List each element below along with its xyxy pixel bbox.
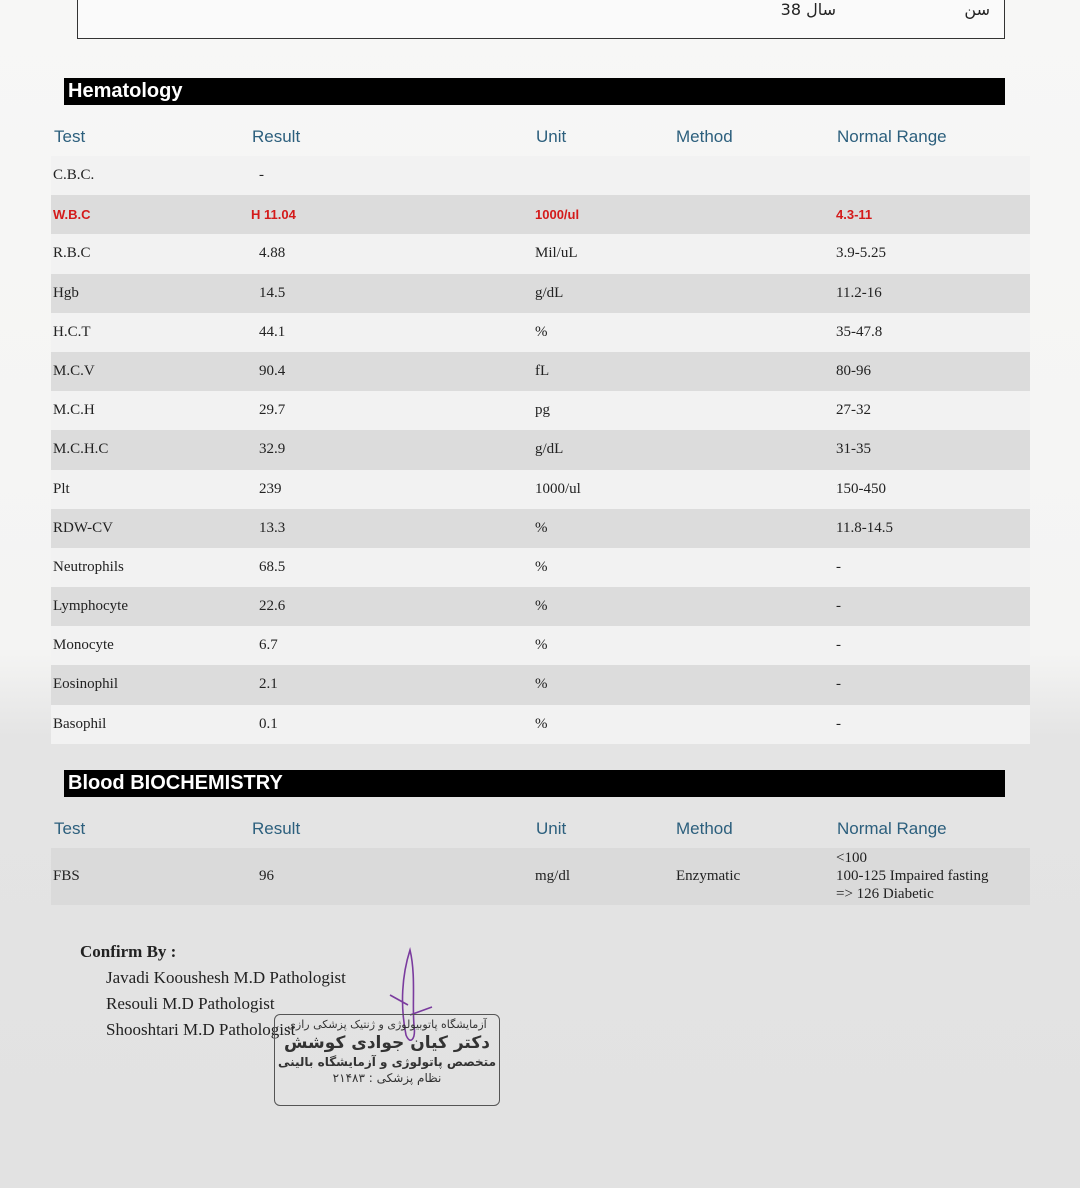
- test-unit: g/dL: [535, 284, 564, 301]
- test-result: -: [259, 167, 264, 183]
- test-range: 3.9-5.25: [836, 245, 886, 262]
- table-row: [51, 665, 1030, 704]
- hema-col-result: Result: [252, 127, 301, 146]
- test-result: 44.1: [259, 323, 286, 340]
- test-name: FBS: [53, 868, 80, 884]
- test-unit: mg/dl: [535, 868, 571, 884]
- test-result: 68.5: [259, 558, 286, 575]
- test-name: Monocyte: [53, 637, 114, 654]
- hematology-section-title: Hematology: [64, 78, 1005, 105]
- test-range: -: [836, 558, 841, 575]
- bio-col-normal-range: Normal Range: [837, 819, 947, 838]
- test-unit: g/dL: [535, 441, 564, 458]
- hema-col-method: Method: [676, 127, 733, 146]
- test-unit: %: [535, 676, 548, 693]
- hematology-table: [51, 156, 1030, 744]
- test-name: C.B.C.: [53, 167, 95, 183]
- test-range: -: [836, 676, 841, 693]
- test-name: Hgb: [53, 284, 79, 301]
- test-name: Plt: [53, 480, 70, 497]
- test-range: 31-35: [836, 441, 871, 458]
- patient-info-box: [77, 0, 1005, 39]
- signatory: Shooshtari M.D Pathologist: [106, 1020, 296, 1039]
- test-range: -: [836, 598, 841, 615]
- stamp-doctor-name: دکتر کیان جوادی کوشش: [284, 1033, 490, 1053]
- table-row: [51, 848, 1030, 905]
- table-row: [51, 352, 1030, 391]
- test-name: W.B.C: [53, 207, 91, 223]
- table-row: [51, 313, 1030, 352]
- table-row-flagged: [51, 195, 1030, 234]
- test-unit: %: [535, 637, 548, 654]
- test-range: [836, 849, 988, 903]
- test-result: 14.5: [259, 284, 286, 301]
- test-name: Basophil: [53, 715, 107, 732]
- test-name: M.C.V: [53, 362, 95, 379]
- table-row: [51, 509, 1030, 548]
- test-result: 96: [259, 868, 274, 884]
- test-name: H.C.T: [53, 323, 91, 340]
- test-method: Enzymatic: [676, 868, 741, 884]
- test-range: 4.3-11: [836, 207, 873, 223]
- test-result: 22.6: [259, 598, 286, 615]
- test-result: H 11.04: [251, 207, 296, 223]
- test-range: -: [836, 715, 841, 732]
- test-range: 80-96: [836, 362, 871, 379]
- test-name: M.C.H: [53, 402, 95, 419]
- test-range: 27-32: [836, 402, 871, 419]
- test-name: R.B.C: [53, 245, 91, 262]
- test-result: 6.7: [259, 637, 278, 654]
- hema-col-test: Test: [54, 127, 86, 146]
- table-row: [51, 548, 1030, 587]
- biochemistry-section-title: Blood BIOCHEMISTRY: [64, 770, 1005, 797]
- bio-col-result: Result: [252, 819, 301, 838]
- stamp-lab-name: آزمایشگاه پاتوبیولوژی و ژنتیک پزشکی رازی: [287, 1018, 487, 1031]
- table-row: [51, 234, 1030, 273]
- test-name: Neutrophils: [53, 558, 124, 575]
- signatory: Resouli M.D Pathologist: [106, 994, 275, 1013]
- test-result: 4.88: [259, 245, 286, 262]
- range-line: => 126 Diabetic: [836, 886, 934, 902]
- test-result: 90.4: [259, 362, 286, 379]
- test-range: 11.2-16: [836, 284, 882, 301]
- test-unit: %: [535, 323, 548, 340]
- hema-col-unit: Unit: [536, 127, 567, 146]
- test-range: 150-450: [836, 480, 886, 497]
- age-label: سن: [964, 0, 990, 19]
- test-range: 35-47.8: [836, 323, 883, 340]
- test-result: 32.9: [259, 441, 286, 458]
- test-range: -: [836, 637, 841, 654]
- test-name: Lymphocyte: [53, 598, 128, 615]
- age-value: 38 سال: [780, 0, 836, 19]
- test-unit: pg: [535, 402, 550, 419]
- range-line: <100: [836, 850, 867, 866]
- test-result: 29.7: [259, 402, 286, 419]
- stamp-license: نظام پزشکی : ۲۱۴۸۳: [332, 1071, 442, 1085]
- table-row: [51, 391, 1030, 430]
- test-unit: 1000/ul: [535, 207, 580, 223]
- table-row: [51, 430, 1030, 469]
- doctor-stamp: [274, 1014, 500, 1106]
- test-unit: %: [535, 519, 548, 536]
- stamp-specialty: متخصص پاتولوژی و آزمایشگاه بالینی: [277, 1055, 496, 1069]
- test-result: 239: [259, 480, 282, 497]
- table-row: [51, 626, 1030, 665]
- table-row: [51, 274, 1030, 313]
- signatory: Javadi Kooushesh M.D Pathologist: [106, 968, 346, 987]
- test-name: RDW-CV: [53, 519, 113, 536]
- test-name: M.C.H.C: [53, 441, 109, 458]
- test-unit: 1000/ul: [535, 480, 581, 497]
- table-row: [51, 156, 1030, 195]
- bio-col-unit: Unit: [536, 819, 567, 838]
- test-range: 11.8-14.5: [836, 519, 893, 536]
- test-unit: %: [535, 598, 548, 615]
- bio-col-test: Test: [54, 819, 86, 838]
- test-unit: %: [535, 715, 548, 732]
- test-name: Eosinophil: [53, 676, 119, 693]
- range-line: 100-125 Impaired fasting: [836, 868, 989, 884]
- table-row: [51, 587, 1030, 626]
- bio-col-method: Method: [676, 819, 733, 838]
- confirm-title: Confirm By :: [80, 942, 177, 961]
- table-row: [51, 470, 1030, 509]
- test-result: 0.1: [259, 715, 278, 732]
- table-row: [51, 705, 1030, 744]
- test-result: 2.1: [259, 676, 278, 693]
- test-unit: %: [535, 558, 548, 575]
- test-unit: fL: [535, 362, 550, 379]
- biochemistry-table: [51, 848, 1030, 905]
- test-unit: Mil/uL: [535, 245, 578, 262]
- hema-col-normal-range: Normal Range: [837, 127, 947, 146]
- test-result: 13.3: [259, 519, 286, 536]
